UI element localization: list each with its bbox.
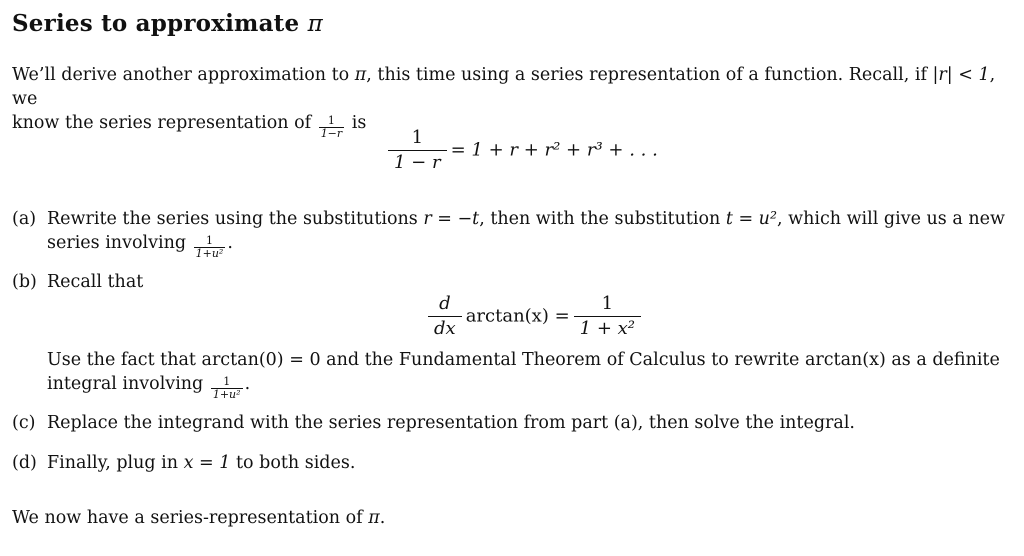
fraction-numerator: 1 [574, 292, 641, 317]
intro-text-3: , we [12, 65, 996, 109]
outro-end: . [379, 508, 386, 528]
item-b-text-1b: = 0 and the Fundamental Theorem of Calculus to rewrite arctan(x) as a definite [289, 350, 1000, 370]
intro-text-4: know the series representation of [12, 113, 312, 133]
fraction-numerator: 1 [388, 126, 447, 151]
fraction-denominator: 1−r [320, 127, 343, 140]
item-d-text-2: to both sides. [235, 453, 356, 473]
series-rhs: = 1 + r + r² + r³ + . . . [450, 139, 658, 161]
item-label: (d) [12, 453, 37, 473]
section-title [12, 10, 323, 37]
item-a-text-5: . [227, 233, 233, 253]
fraction-denominator: 1 + x² [579, 318, 636, 339]
item-c-text: Replace the integrand with the series representation from part (a), then solve the integral. [47, 413, 855, 433]
item-b-text: Recall that [47, 272, 144, 292]
item-a-text-4: series involving [47, 233, 187, 253]
list-item-d [12, 451, 1012, 475]
closing-sentence [12, 506, 385, 530]
display-fraction [574, 292, 641, 341]
item-b-text-1: Use the fact that arctan(0) [47, 350, 284, 370]
item-d-text-1: Finally, plug in [47, 453, 179, 473]
list-item-b [12, 270, 1012, 294]
fraction-numerator: 1 [319, 115, 344, 128]
inline-fraction [211, 376, 243, 401]
intro-text-5: is [351, 113, 367, 133]
fraction-numerator: d [428, 292, 462, 317]
geometric-series-equation [384, 126, 658, 175]
item-a-text-1: Rewrite the series using the substitutions [47, 209, 418, 229]
item-a-text-2: , then with the substitution [479, 209, 721, 229]
inline-fraction [319, 115, 344, 140]
item-b-text-3: . [244, 374, 251, 394]
outro-pi: π [368, 508, 380, 528]
item-a-sub-2: t = u² [725, 209, 777, 229]
item-label: (a) [12, 209, 37, 229]
intro-text-1: We’ll derive another approximation to [12, 65, 350, 85]
list-item-a [12, 207, 1012, 260]
fraction-denominator: 1 − r [394, 152, 441, 173]
fraction-denominator: 1+u² [195, 247, 224, 260]
item-b-text-2: integral involving [47, 374, 204, 394]
list-item-c [12, 411, 1012, 435]
item-a-sub-1: r = −t [423, 209, 480, 229]
item-d-math: x = 1 [183, 453, 231, 473]
fraction-denominator: 1+u² [212, 388, 241, 401]
fraction-denominator: dx [434, 318, 456, 339]
title-text: Series to approximate [12, 10, 300, 37]
pi-symbol: π [307, 11, 323, 37]
outro-text: We now have a series-representation of [12, 508, 363, 528]
fraction-numerator: 1 [194, 235, 226, 248]
inline-fraction [194, 235, 226, 260]
item-b-continuation [47, 348, 1012, 401]
fraction-numerator: 1 [211, 376, 243, 389]
intro-pi: π [354, 65, 367, 85]
arctan-derivative-equation [424, 292, 645, 341]
display-fraction [388, 126, 447, 175]
item-label: (c) [12, 413, 36, 433]
intro-text-2: , this time using a series representation of a function. Recall, if [366, 65, 927, 85]
intro-condition: |r| < 1 [932, 65, 990, 85]
item-a-text-3: , which will give us a new [776, 209, 1005, 229]
derivative-operator [428, 292, 462, 341]
item-label: (b) [12, 272, 37, 292]
arctan-expression: arctan(x) = [465, 305, 570, 327]
